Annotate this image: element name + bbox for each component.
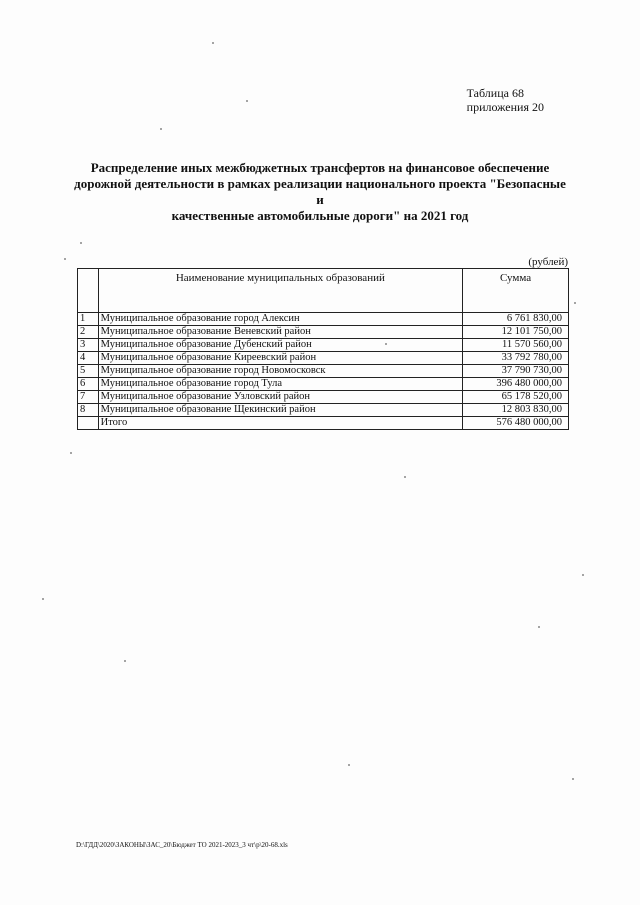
document-title — [70, 160, 570, 224]
total-amount: 576 480 000,00 — [463, 417, 569, 430]
row-number: 2 — [78, 326, 99, 339]
scan-speck — [404, 476, 406, 478]
scan-speck — [124, 660, 126, 662]
table-row — [78, 378, 569, 391]
scan-speck — [64, 258, 66, 260]
scan-speck — [582, 574, 584, 576]
title-line-3: качественные автомобильные дороги" на 2021 год — [171, 208, 469, 223]
scan-speck — [80, 242, 82, 244]
row-number: 5 — [78, 365, 99, 378]
scan-speck — [538, 626, 540, 628]
municipality-header: Наименование муниципальных образований — [98, 269, 462, 313]
municipality-name: Муниципальное образование Щекинский район — [98, 404, 462, 417]
table-row — [78, 339, 569, 352]
total-row — [78, 417, 569, 430]
amount: 396 480 000,00 — [463, 378, 569, 391]
municipality-name: Муниципальное образование город Алексин — [98, 313, 462, 326]
file-path: D:\ГДД\2020\ЗАКОНЫ\ЗАС_20\Бюджет ТО 2021-2023_3 чт\р\20-68.xls — [76, 841, 288, 849]
table-row — [78, 365, 569, 378]
amount: 12 803 830,00 — [463, 404, 569, 417]
table-row — [78, 404, 569, 417]
transfers-table — [77, 268, 569, 430]
scan-speck — [385, 343, 387, 345]
scan-speck — [212, 42, 214, 44]
row-number: 7 — [78, 391, 99, 404]
table-row — [78, 313, 569, 326]
table-header-row — [78, 269, 569, 313]
sum-header: Сумма — [463, 269, 569, 313]
table-row — [78, 391, 569, 404]
amount: 12 101 750,00 — [463, 326, 569, 339]
amount: 6 761 830,00 — [463, 313, 569, 326]
amount: 33 792 780,00 — [463, 352, 569, 365]
scan-speck — [70, 452, 72, 454]
municipality-name: Муниципальное образование Дубенский район — [98, 339, 462, 352]
row-number: 1 — [78, 313, 99, 326]
scan-speck — [160, 128, 162, 130]
row-number: 3 — [78, 339, 99, 352]
table-row — [78, 352, 569, 365]
units-label: (рублей) — [528, 256, 568, 268]
amount: 11 570 560,00 — [463, 339, 569, 352]
scan-speck — [574, 302, 576, 304]
scan-speck — [572, 778, 574, 780]
municipality-name: Муниципальное образование Узловский район — [98, 391, 462, 404]
municipality-name: Муниципальное образование Киреевский район — [98, 352, 462, 365]
title-line-1: Распределение иных межбюджетных трансфертов на финансовое обеспечение — [90, 160, 550, 175]
scan-speck — [348, 764, 350, 766]
row-number: 8 — [78, 404, 99, 417]
row-number: 6 — [78, 378, 99, 391]
total-label: Итого — [98, 417, 462, 430]
table-reference — [467, 86, 544, 114]
scan-speck — [42, 598, 44, 600]
number-header — [78, 269, 99, 313]
scan-speck — [246, 100, 248, 102]
amount: 37 790 730,00 — [463, 365, 569, 378]
municipality-name: Муниципальное образование город Тула — [98, 378, 462, 391]
total-number-cell — [78, 417, 99, 430]
municipality-name: Муниципальное образование Веневский район — [98, 326, 462, 339]
appendix-label: приложения 20 — [466, 100, 544, 114]
title-line-2: дорожной деятельности в рамках реализации национального проекта "Безопасные и — [74, 176, 566, 207]
municipality-name: Муниципальное образование город Новомосковск — [98, 365, 462, 378]
amount: 65 178 520,00 — [463, 391, 569, 404]
row-number: 4 — [78, 352, 99, 365]
table-label: Таблица 68 — [466, 86, 524, 100]
table-row — [78, 326, 569, 339]
